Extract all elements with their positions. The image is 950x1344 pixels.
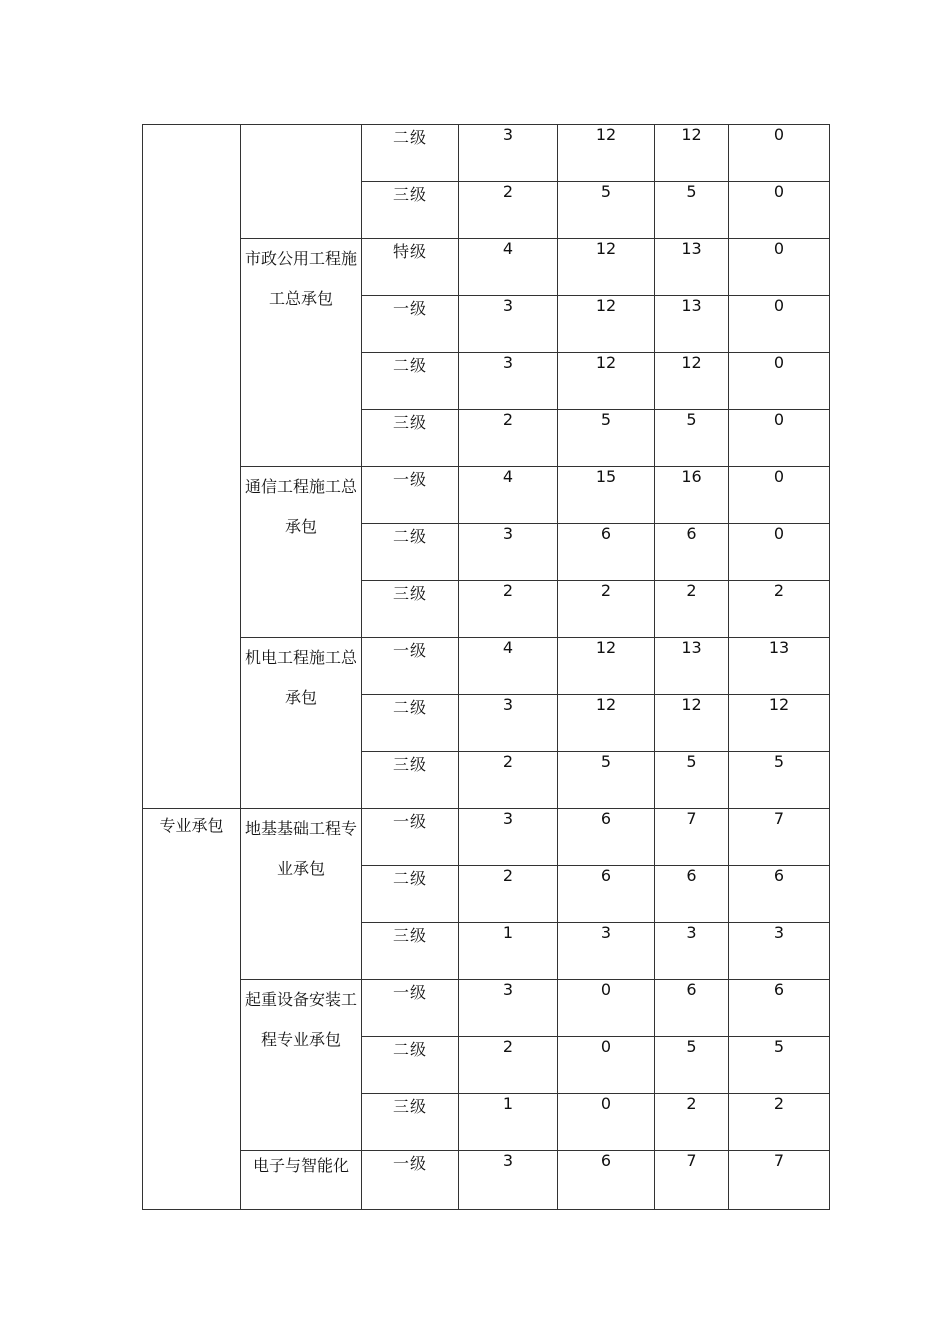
value-cell: 2 (655, 581, 729, 638)
value-cell: 6 (729, 866, 830, 923)
value-cell: 12 (655, 125, 729, 182)
grade-cell: 三级 (362, 581, 459, 638)
value-cell: 3 (459, 980, 558, 1037)
value-cell: 0 (729, 125, 830, 182)
value-cell: 0 (558, 1094, 655, 1151)
value-cell: 3 (459, 125, 558, 182)
value-cell: 0 (729, 296, 830, 353)
value-cell: 7 (729, 809, 830, 866)
value-cell: 0 (558, 980, 655, 1037)
value-cell: 15 (558, 467, 655, 524)
value-cell: 3 (459, 296, 558, 353)
grade-cell: 三级 (362, 182, 459, 239)
grade-cell: 一级 (362, 638, 459, 695)
value-cell: 5 (655, 1037, 729, 1094)
grade-cell: 一级 (362, 467, 459, 524)
category-cell: 电子与智能化 (241, 1151, 362, 1210)
grade-cell: 三级 (362, 752, 459, 809)
qualification-table (142, 124, 830, 1210)
value-cell: 16 (655, 467, 729, 524)
value-cell: 5 (729, 1037, 830, 1094)
value-cell: 3 (459, 695, 558, 752)
grade-cell: 三级 (362, 410, 459, 467)
value-cell: 2 (459, 866, 558, 923)
value-cell: 2 (459, 752, 558, 809)
table-row (143, 125, 830, 182)
value-cell: 5 (729, 752, 830, 809)
value-cell: 7 (729, 1151, 830, 1210)
value-cell: 2 (558, 581, 655, 638)
value-cell: 3 (459, 809, 558, 866)
value-cell: 3 (655, 923, 729, 980)
grade-cell: 二级 (362, 1037, 459, 1094)
grade-cell: 一级 (362, 980, 459, 1037)
value-cell: 4 (459, 467, 558, 524)
table-row (143, 467, 830, 524)
value-cell: 2 (729, 1094, 830, 1151)
value-cell: 6 (729, 980, 830, 1037)
value-cell: 13 (729, 638, 830, 695)
grade-cell: 二级 (362, 524, 459, 581)
grade-cell: 二级 (362, 866, 459, 923)
major-category-cell-top (143, 125, 241, 809)
value-cell: 5 (558, 752, 655, 809)
value-cell: 6 (655, 980, 729, 1037)
value-cell: 12 (729, 695, 830, 752)
table-row (143, 638, 830, 695)
value-cell: 0 (558, 1037, 655, 1094)
value-cell: 0 (729, 353, 830, 410)
value-cell: 4 (459, 638, 558, 695)
table-row (143, 980, 830, 1037)
value-cell: 12 (558, 239, 655, 296)
value-cell: 0 (729, 239, 830, 296)
category-cell: 地基基础工程专业承包 (241, 809, 362, 980)
category-cell: 市政公用工程施工总承包 (241, 239, 362, 467)
value-cell: 12 (558, 638, 655, 695)
table-row (143, 1151, 830, 1210)
value-cell: 6 (558, 1151, 655, 1210)
value-cell: 2 (459, 410, 558, 467)
value-cell: 13 (655, 296, 729, 353)
value-cell: 6 (558, 809, 655, 866)
value-cell: 12 (655, 353, 729, 410)
value-cell: 2 (459, 1037, 558, 1094)
table-row (143, 239, 830, 296)
grade-cell: 一级 (362, 809, 459, 866)
value-cell: 0 (729, 467, 830, 524)
value-cell: 12 (558, 695, 655, 752)
value-cell: 3 (459, 524, 558, 581)
value-cell: 6 (655, 866, 729, 923)
value-cell: 3 (729, 923, 830, 980)
value-cell: 2 (655, 1094, 729, 1151)
value-cell: 7 (655, 809, 729, 866)
value-cell: 6 (558, 866, 655, 923)
value-cell: 3 (459, 353, 558, 410)
grade-cell: 二级 (362, 125, 459, 182)
value-cell: 1 (459, 923, 558, 980)
category-cell (241, 125, 362, 239)
value-cell: 2 (459, 581, 558, 638)
grade-cell: 一级 (362, 1151, 459, 1210)
category-cell: 通信工程施工总承包 (241, 467, 362, 638)
value-cell: 7 (655, 1151, 729, 1210)
table-row (143, 809, 830, 866)
value-cell: 12 (558, 353, 655, 410)
value-cell: 5 (655, 410, 729, 467)
grade-cell: 三级 (362, 923, 459, 980)
grade-cell: 三级 (362, 1094, 459, 1151)
category-cell: 起重设备安装工程专业承包 (241, 980, 362, 1151)
value-cell: 13 (655, 239, 729, 296)
value-cell: 12 (558, 296, 655, 353)
value-cell: 13 (655, 638, 729, 695)
value-cell: 3 (459, 1151, 558, 1210)
major-category-cell: 专业承包 (143, 809, 241, 1210)
value-cell: 2 (459, 182, 558, 239)
value-cell: 5 (655, 752, 729, 809)
value-cell: 2 (729, 581, 830, 638)
value-cell: 5 (558, 182, 655, 239)
value-cell: 1 (459, 1094, 558, 1151)
grade-cell: 二级 (362, 353, 459, 410)
value-cell: 12 (655, 695, 729, 752)
category-cell: 机电工程施工总承包 (241, 638, 362, 809)
value-cell: 5 (655, 182, 729, 239)
value-cell: 0 (729, 410, 830, 467)
value-cell: 5 (558, 410, 655, 467)
grade-cell: 特级 (362, 239, 459, 296)
value-cell: 3 (558, 923, 655, 980)
value-cell: 0 (729, 524, 830, 581)
value-cell: 12 (558, 125, 655, 182)
grade-cell: 一级 (362, 296, 459, 353)
value-cell: 4 (459, 239, 558, 296)
value-cell: 6 (655, 524, 729, 581)
value-cell: 0 (729, 182, 830, 239)
value-cell: 6 (558, 524, 655, 581)
grade-cell: 二级 (362, 695, 459, 752)
